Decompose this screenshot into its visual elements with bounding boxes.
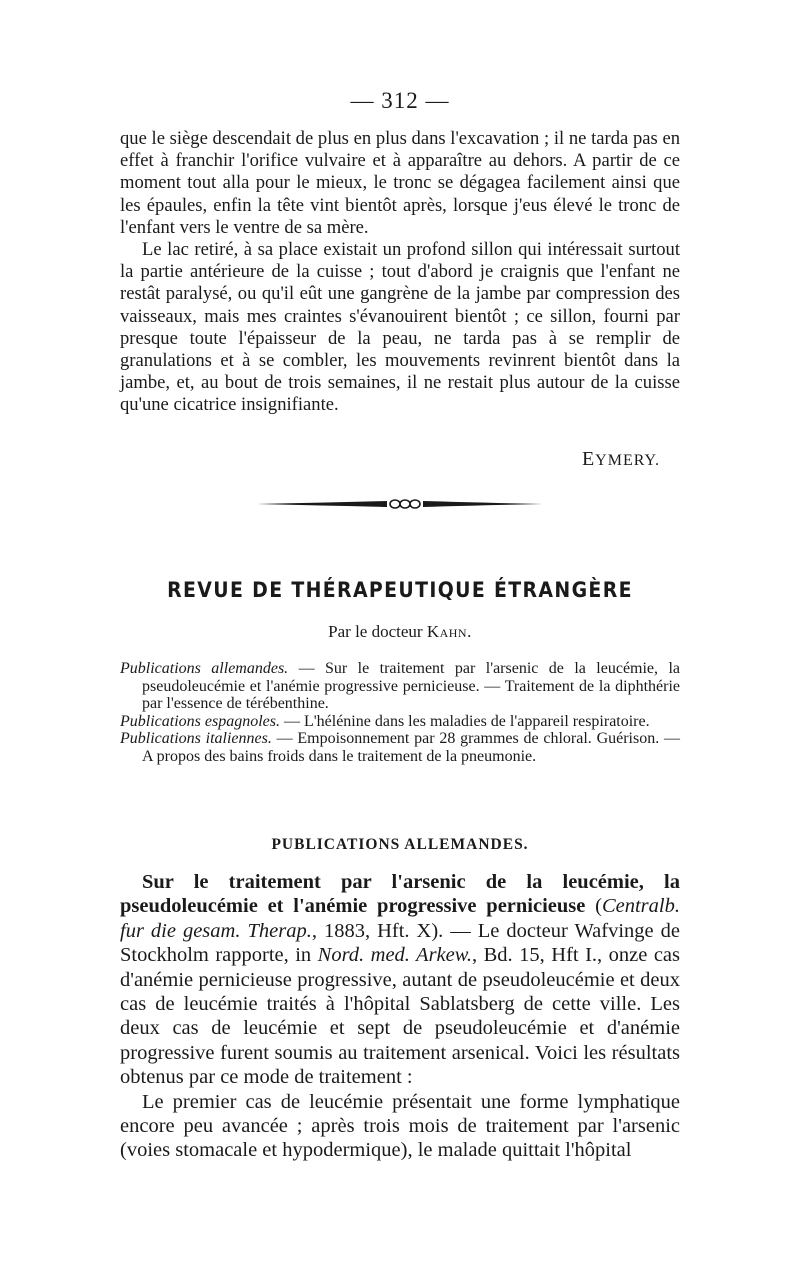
page-number: — 312 —: [350, 88, 450, 113]
article-paragraph-2: Le premier cas de leucémie présentait une forme lymphatique encore peu avancée ; après trois mois de traitement par l'arsenic (voies stomacale et hypodermique), le malade quittait l'hôpital: [120, 1090, 680, 1162]
summary-text: — L'hélénine dans les maladies de l'appareil respiratoire.: [279, 712, 650, 730]
summary-item: [120, 730, 680, 765]
article-title: Sur le traitement par l'arsenic de la leucémie, la pseudoleucémie et l'anémie progressive pernicieuse: [120, 871, 680, 918]
signature: [120, 448, 660, 471]
article-body: [120, 870, 680, 1163]
summary-text: — Sur le traitement par l'arsenic de la leucémie, la pseudoleucémie et l'anémie progressive pernicieuse. — Traitement de la diphthérie par l'essence de térébenthine.: [142, 660, 680, 713]
ref-text-2: , Bd. 15, Hft I., onze cas d'anémie pernicieuse progressive, autant de pseudoleucémie et deux cas de leucémie traités à l'hôpital Sablatsberg de cette ville. Les deux cas de leucémie et sept de pseudoleucémie et d'anémie progressive furent soumis au traitement arsenical. Voici les résultats obtenus par ce mode de traitement :: [120, 944, 680, 1089]
subheading: PUBLICATIONS ALLEMANDES.: [271, 836, 529, 853]
author-line: [120, 622, 680, 642]
summary-block: [120, 660, 680, 766]
section-title: REVUE DE THÉRAPEUTIQUE ÉTRANGÈRE: [167, 578, 633, 602]
summary-label: Publications allemandes.: [120, 660, 289, 677]
journal-name-2: Nord. med. Arkew.: [317, 944, 473, 967]
intro-paragraph-2: Le lac retiré, à sa place existait un profond sillon qui intéressait surtout la partie antérieure de la cuisse ; tout d'abord je craignis que l'enfant ne restât paralysé, ou qu'il eût une gangrène de la jambe par compression des vaisseaux, mais mes craintes s'évanouirent bientôt ; ce sillon, fourni par presque toute l'épaisseur de la peau, ne tarda pas à se remplir de granulations et à se combler, les mouvements revinrent bientôt dans la jambe, et, au bout de trois semaines, il ne restait plus autour de la cuisse qu'une cicatrice insignifiante.: [120, 239, 680, 416]
ornamental-divider: [255, 496, 545, 512]
signature-initial: E: [581, 448, 596, 470]
author-prefix: Par le docteur: [328, 622, 427, 641]
signature-rest: YMERY.: [595, 452, 660, 469]
intro-paragraph-1: que le siège descendait de plus en plus dans l'excavation ; il ne tarda pas en effet à franchir l'orifice vulvaire et à apparaître au dehors. A partir de ce moment tout alla pour le mieux, le tronc se dégagea facilement ainsi que les épaules, enfin la tête vint bientôt après, lorsque j'eus élevé le tronc de l'enfant vers le ventre de sa mère.: [120, 128, 680, 238]
summary-item: [120, 660, 680, 713]
summary-item: [120, 713, 680, 731]
article-paragraph-1: [120, 870, 680, 1090]
intro-text: [120, 128, 680, 417]
summary-label: Publications italiennes.: [120, 730, 272, 748]
ref-text: , 1883, Hft. X). — Le docteur Wafvinge de Stockholm rapporte, in: [120, 919, 680, 967]
summary-label: Publications espagnoles.: [120, 712, 280, 730]
author-name: Kahn.: [426, 622, 472, 641]
summary-text: — Empoisonnement par 28 grammes de chloral. Guérison. — A propos des bains froids dans le traitement de la pneumonie.: [142, 730, 680, 765]
ref-open: (: [585, 895, 602, 918]
journal-name: Centralb. fur die gesam. Therap.: [120, 895, 680, 942]
